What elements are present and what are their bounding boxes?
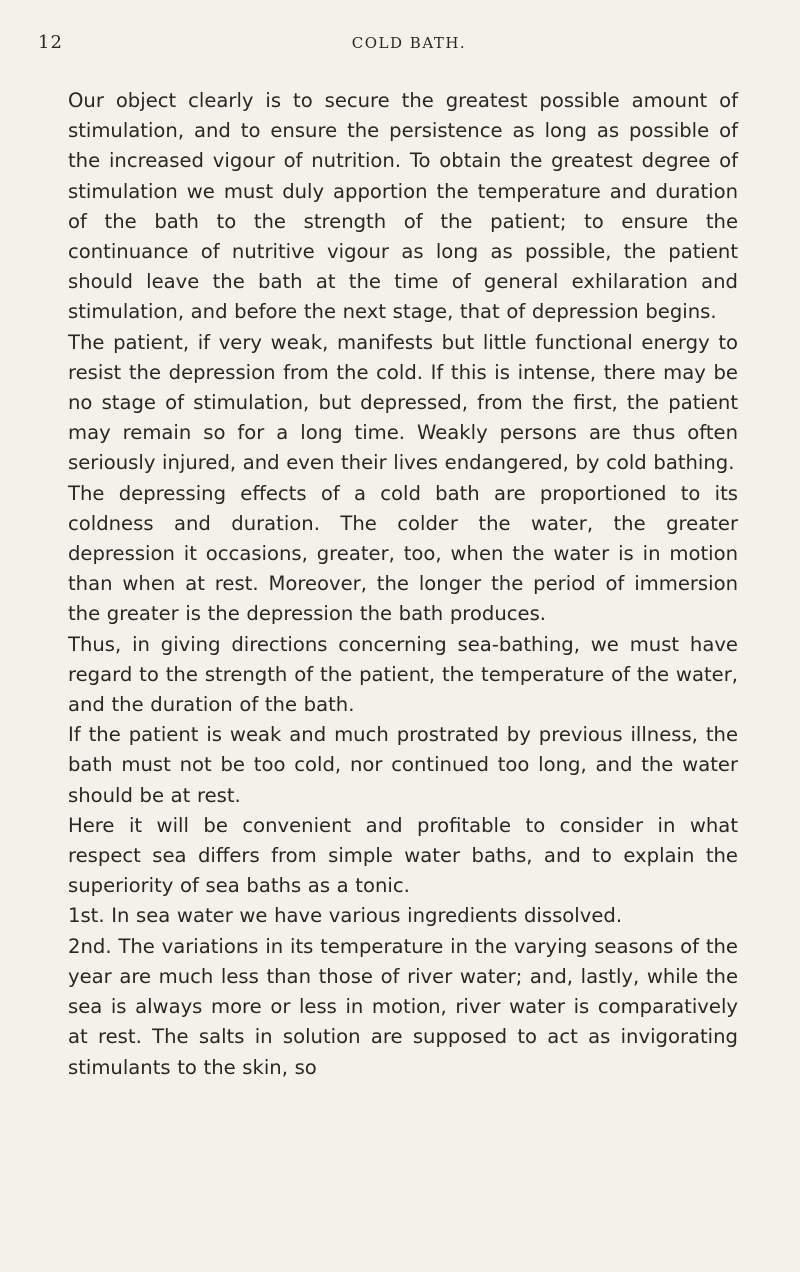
page-number: 12 xyxy=(38,32,63,53)
body-text xyxy=(68,86,738,1083)
paragraph-6: Here it will be convenient and profitable to consider in what respect sea differs from simple water baths, and to explain the superiority of sea baths as a tonic. xyxy=(68,813,738,898)
paragraph-4: Thus, in giving directions concerning sea-bathing, we must have regard to the strength of the patient, the temperature of the water, and the duration of the bath. xyxy=(68,632,738,717)
paragraph-5: If the patient is weak and much prostrated by previous illness, the bath must not be too cold, nor continued too long, and the water should be at rest. xyxy=(68,723,738,807)
paragraph-8: 2nd. The variations in its temperature in the varying seasons of the year are much less than those of river water; and, lastly, while the sea is always more or less in motion, river water is comparatively at rest. The salts in solution are supposed to act as invigorating stimulants to the skin, so xyxy=(68,934,738,1079)
running-head xyxy=(38,32,760,56)
paragraph-3: The depressing effects of a cold bath are proportioned to its coldness and duration. The colder the water, the greater depression it occasions, greater, too, when the water is in motion than when at rest. Moreover, the longer the period of immersion the greater is the depression the bath produces. xyxy=(68,481,738,626)
paragraph-7: 1st. In sea water we have various ingredients dissolved. xyxy=(68,904,623,928)
paragraph-1: Our object clearly is to secure the greatest possible amount of stimulation, and to ensure the persistence as long as possible of the increased vigour of nutrition. To obtain the greatest degree of stimulation we must duly apportion the temperature and duration of the bath to the strength of the patient; to ensure the continuance of nutritive vigour as long as possible, the patient should leave the bath at the time of general exhilaration and stimulation, and before the next stage, that of depression begins. xyxy=(68,89,738,324)
running-title: COLD BATH. xyxy=(351,34,467,52)
paragraph-2: The patient, if very weak, manifests but little functional energy to resist the depression from the cold. If this is intense, there may be no stage of stimulation, but depressed, from the first, the patient may remain so for a long time. Weakly persons are thus often seriously injured, and even their lives endangered, by cold bathing. xyxy=(68,330,738,475)
